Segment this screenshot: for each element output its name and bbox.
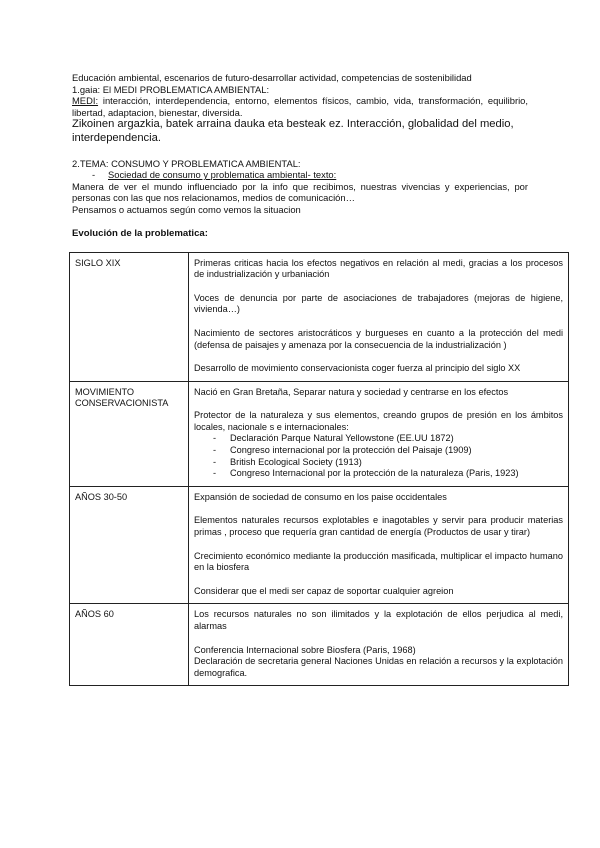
cell-paragraph: Desarrollo de movimiento conservacionista coger fuerza al principio del siglo XX [194, 363, 521, 374]
zikoinen-paragraph: Zikoinen argazkia, batek arraina dauka eta besteak ez. Interacción, globalidad del medio, interdependencia. [72, 118, 514, 144]
cell-line: Declaración de secretaria general Naciones Unidas en relación a recursos y la explotación demografica. [194, 656, 563, 678]
intro-line: Educación ambiental, escenarios de futuro-desarrollar actividad, competencias de sostenibilidad [72, 72, 472, 83]
tema-subtitle-item [72, 169, 528, 181]
tema-line: Pensamos o actuamos según como vemos la situacion [72, 203, 301, 215]
tema-subtitle: Sociedad de consumo y problematica ambiental- texto: [108, 169, 337, 181]
medi-paragraph [72, 95, 528, 118]
list-item: - British Ecological Society (1913) [213, 457, 563, 469]
section-2-title: 2.TEMA: CONSUMO Y PROBLEMATICA AMBIENTAL: [72, 157, 301, 169]
section-1-title: 1.gaia: El MEDI PROBLEMATICA AMBIENTAL: [72, 83, 270, 95]
event-list [194, 433, 563, 479]
table-row [70, 486, 569, 604]
cell-line: Conferencia Internacional sobre Biosfera (Paris, 1968) [194, 644, 416, 655]
row-content [189, 486, 569, 604]
dash-marker: - [92, 169, 96, 181]
medi-label: MEDI: [72, 95, 99, 107]
cell-paragraph: Nació en Gran Bretaña, Separar natura y sociedad y centrarse en los efectos [194, 386, 509, 397]
cell-paragraph: Expansión de sociedad de consumo en los paise occidentales [194, 491, 447, 502]
tema-paragraph: Manera de ver el mundo influenciado por la info que recibimos, nuestras vivencias y experiencias, por personas con las que nos relacionamos, medios de comunicación… [72, 180, 528, 204]
evolution-table [69, 252, 569, 687]
row-label: MOVIMIENTO CONSERVACIONISTA [70, 381, 189, 486]
cell-paragraph: Primeras criticas hacia los efectos negativos en relación al medi, gracias a los procesos de industrialización y urbaniación [194, 257, 563, 280]
table-row [70, 604, 569, 686]
row-content [189, 381, 569, 486]
row-content [189, 252, 569, 381]
list-item: - Congreso Internacional por la protección de la naturaleza (Paris, 1923) [213, 468, 563, 480]
table-row [70, 381, 569, 486]
row-label: SIGLO XIX [70, 252, 189, 381]
cell-paragraph: Nacimiento de sectores aristocráticos y burgueses en cuanto a la protección del medi (defensa de paisajes y amenaza por la consecuencia de la industrialización ) [194, 327, 563, 350]
row-label: AÑOS 60 [70, 604, 189, 686]
medi-text: interacción, interdependencia, entorno, elementos físicos, cambio, vida, transformación, equilibrio, libertad, adaptacion, bienestar, diversida. [72, 95, 528, 118]
evolucion-heading: Evolución de la problematica: [72, 227, 208, 239]
cell-paragraph: Elementos naturales recursos explotables e inagotables y servir para producir materias primas , proceso que requería gran cantidad de energía (Productos de usar y tirar) [194, 515, 563, 538]
cell-paragraph: Voces de denuncia por parte de asociaciones de trabajadores (mejoras de higiene, vivienda…) [194, 292, 563, 315]
cell-paragraph: Considerar que el medi ser capaz de soportar cualquier agreion [194, 585, 454, 596]
row-label: AÑOS 30-50 [70, 486, 189, 604]
cell-paragraph: Protector de la naturaleza y sus elementos, creando grupos de presión en los ámbitos locales, nacionale s e internacionales: [194, 410, 563, 432]
list-item: - Declaración Parque Natural Yellowstone (EE.UU 1872) [213, 433, 563, 445]
table-row [70, 252, 569, 381]
list-item: - Congreso internacional por la protección del Paisaje (1909) [213, 445, 563, 457]
cell-paragraph: Los recursos naturales no son ilimitados y la explotación de ellos perjudica al medi, alarmas [194, 609, 563, 631]
document-page [72, 72, 563, 686]
cell-paragraph: Crecimiento económico mediante la producción masificada, multiplicar el impacto humano en la biosfera [194, 550, 563, 573]
row-content [189, 604, 569, 686]
